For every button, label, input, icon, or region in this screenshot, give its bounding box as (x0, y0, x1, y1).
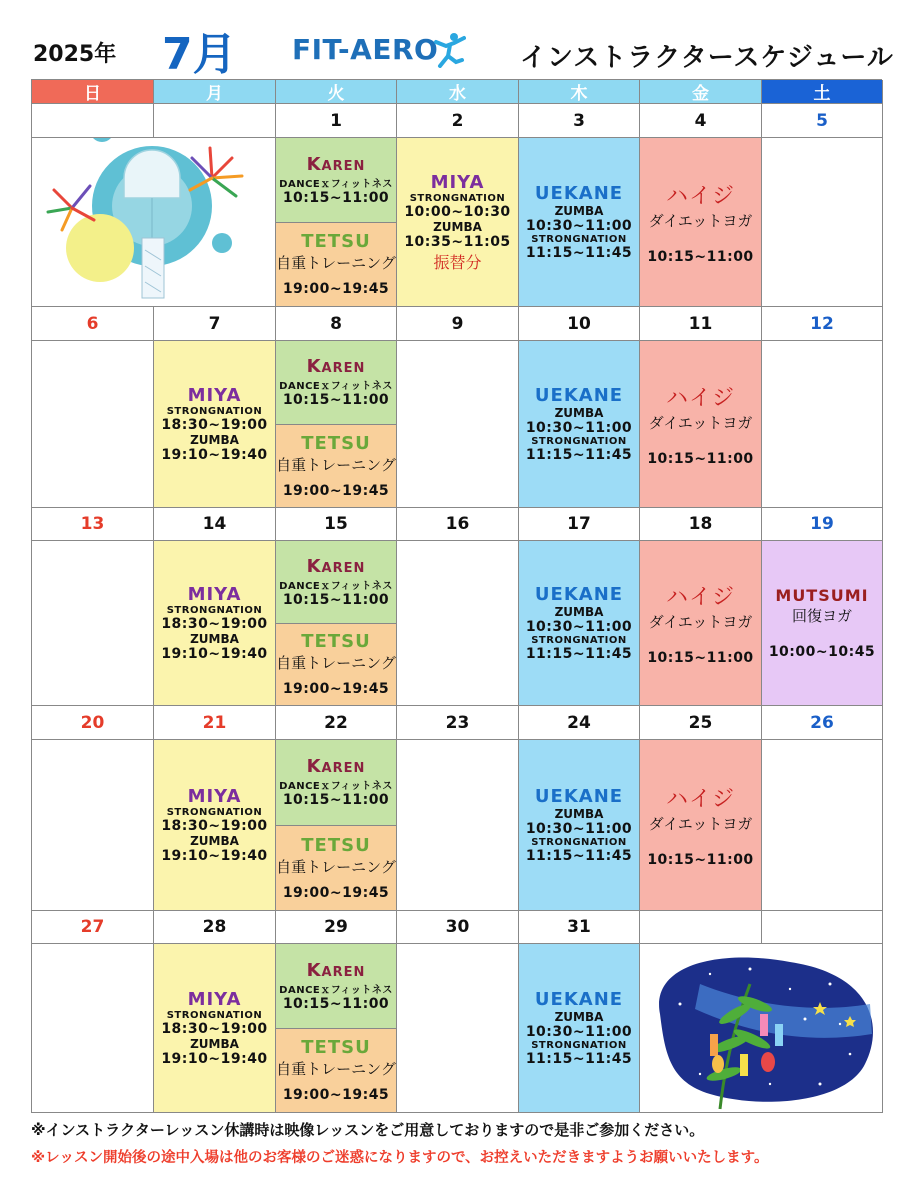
instructor-name: MIYA (187, 786, 242, 807)
mutsumi-class (762, 541, 883, 706)
weekday-tue: 火 (276, 80, 397, 104)
class-time: 10:15~11:00 (282, 392, 390, 409)
class-time: 18:30~19:00 (161, 1021, 268, 1037)
date-cell: 19 (762, 508, 883, 541)
date-cell: 27 (32, 911, 154, 944)
miya-class (154, 341, 276, 508)
date-cell: 20 (32, 706, 154, 740)
instructor-name: MIYA (187, 385, 242, 406)
uekane-class (519, 541, 640, 706)
date-cell: 31 (519, 911, 640, 944)
date-cell: 23 (397, 706, 519, 740)
class-name: STRONGNATION (531, 1040, 627, 1051)
instructor-name: Karen (306, 356, 366, 378)
haiji-class (640, 341, 762, 508)
weekday-sat: 土 (762, 80, 883, 104)
date-cell: 16 (397, 508, 519, 541)
miya-class (154, 541, 276, 706)
class-name: ダイエットヨガ (648, 414, 753, 432)
class-time: 11:15~11:45 (525, 447, 633, 463)
date-cell: 28 (154, 911, 276, 944)
date-cell: 14 (154, 508, 276, 541)
class-time: 10:15~11:00 (647, 451, 754, 467)
uekane-class (519, 944, 640, 1113)
instructor-name: MIYA (187, 584, 242, 605)
class-name: 自重トレーニング (276, 654, 396, 673)
class-time: 19:10~19:40 (161, 848, 268, 864)
class-name: DANCEｘフィットネス (279, 178, 393, 190)
class-name: DANCEｘフィットネス (279, 381, 393, 393)
logo-text: FIT-AERO (292, 33, 439, 66)
page-header (0, 0, 921, 80)
date-cell: 29 (276, 911, 397, 944)
class-name: ZUMBA (554, 605, 604, 619)
class-time: 19:10~19:40 (161, 646, 268, 662)
haiji-class (640, 138, 762, 307)
karen-class (276, 138, 396, 222)
karen-class (276, 341, 396, 424)
date-cell: 26 (762, 706, 883, 740)
tanabata-illustration (640, 944, 883, 1113)
tuesday-classes (276, 541, 397, 706)
empty-cell (397, 944, 519, 1113)
class-time: 10:00~10:30 (404, 203, 511, 220)
tetsu-class (276, 825, 396, 911)
class-name: 自重トレーニング (276, 455, 396, 474)
class-time: 19:00~19:45 (282, 482, 390, 499)
class-time: 10:30~11:00 (525, 619, 633, 635)
date-cell: 11 (640, 307, 762, 341)
date-cell: 1 (276, 104, 397, 138)
instructor-name: ハイジ (665, 386, 735, 411)
class-time: 10:30~11:00 (525, 420, 633, 436)
date-cell (32, 104, 154, 138)
instructor-name: MIYA (187, 989, 242, 1010)
date-cell (762, 911, 883, 944)
class-time: 11:15~11:45 (525, 848, 633, 864)
class-name: DANCEｘフィットネス (279, 984, 393, 996)
tetsu-class (276, 222, 396, 307)
class-time: 19:10~19:40 (161, 447, 268, 463)
class-name: 自重トレーニング (276, 254, 396, 273)
note-video-lessons: ※インストラクターレッスン休講時は映像レッスンをご用意しておりますので是非ご参加ください。 (31, 1121, 705, 1139)
class-name: STRONGNATION (166, 1010, 263, 1021)
class-name: ZUMBA (190, 834, 239, 848)
instructor-name: UEKANE (534, 786, 624, 807)
instructor-name: UEKANE (534, 989, 624, 1010)
weekday-fri: 金 (640, 80, 762, 104)
instructor-name: TETSU (301, 231, 371, 253)
class-name: STRONGNATION (531, 436, 627, 447)
date-cell (640, 911, 762, 944)
empty-cell (762, 740, 883, 911)
tuesday-classes (276, 944, 397, 1113)
karen-class (276, 740, 396, 825)
class-time: 19:00~19:45 (282, 1087, 390, 1104)
class-time: 10:35~11:05 (404, 233, 511, 250)
date-cell: 10 (519, 307, 640, 341)
instructor-name: UEKANE (534, 385, 624, 406)
class-name: ダイエットヨガ (648, 613, 753, 631)
class-name: 回復ヨガ (791, 607, 852, 625)
class-time: 10:15~11:00 (282, 189, 390, 206)
class-name: ZUMBA (554, 807, 604, 821)
class-name: ZUMBA (190, 1037, 239, 1051)
class-time: 10:15~11:00 (282, 591, 390, 608)
class-time: 10:30~11:00 (525, 218, 633, 234)
class-time: 18:30~19:00 (161, 616, 268, 632)
month-label: 7月 (162, 29, 237, 80)
weekday-wed: 水 (397, 80, 519, 104)
date-cell (154, 104, 276, 138)
class-name: DANCEｘフィットネス (279, 580, 393, 592)
class-time: 10:00~10:45 (768, 644, 876, 660)
class-name: ダイエットヨガ (648, 212, 753, 230)
schedule-title: インストラクタースケジュール (520, 43, 894, 73)
empty-cell (762, 341, 883, 508)
weekday-mon: 月 (154, 80, 276, 104)
date-cell: 3 (519, 104, 640, 138)
makeup-note: 振替分 (433, 252, 482, 272)
class-name: DANCEｘフィットネス (279, 781, 393, 793)
miya-class (154, 944, 276, 1113)
date-cell: 30 (397, 911, 519, 944)
miya-special-class (397, 138, 519, 307)
instructor-name: Karen (306, 756, 366, 778)
class-name: ZUMBA (190, 433, 239, 447)
class-time: 10:15~11:00 (647, 650, 754, 666)
instructor-name: ハイジ (665, 585, 735, 610)
class-time: 10:30~11:00 (525, 1024, 633, 1040)
class-time: 11:15~11:45 (525, 1051, 633, 1067)
haiji-class (640, 541, 762, 706)
class-time: 19:00~19:45 (282, 884, 390, 901)
class-name: ダイエットヨガ (648, 815, 753, 833)
tetsu-class (276, 1028, 396, 1113)
class-name: ZUMBA (433, 219, 482, 234)
class-time: 19:00~19:45 (282, 281, 390, 298)
date-cell: 7 (154, 307, 276, 341)
uekane-class (519, 740, 640, 911)
uekane-class (519, 138, 640, 307)
miya-class (154, 740, 276, 911)
class-name: STRONGNATION (166, 406, 263, 417)
date-cell: 22 (276, 706, 397, 740)
calendar-grid (31, 79, 882, 1113)
class-time: 19:10~19:40 (161, 1051, 268, 1067)
instructor-name: MUTSUMI (775, 586, 869, 605)
empty-cell (32, 541, 154, 706)
instructor-name: ハイジ (665, 787, 735, 812)
class-name: ZUMBA (190, 632, 239, 646)
note-late-entry: ※レッスン開始後の途中入場は他のお客様のご迷惑になりますので、お控えいただきますようお願いいたします。 (31, 1150, 769, 1166)
instructor-name: TETSU (301, 631, 371, 653)
instructor-name: Karen (306, 959, 366, 981)
karen-class (276, 541, 396, 623)
instructor-name: UEKANE (534, 183, 624, 204)
instructor-name: TETSU (301, 432, 371, 454)
class-time: 10:15~11:00 (282, 792, 390, 809)
tuesday-classes (276, 341, 397, 508)
date-cell: 18 (640, 508, 762, 541)
class-time: 18:30~19:00 (161, 818, 268, 834)
class-name: STRONGNATION (531, 837, 627, 848)
empty-cell (397, 740, 519, 911)
class-name: STRONGNATION (166, 807, 263, 818)
class-time: 10:15~11:00 (282, 995, 390, 1012)
instructor-name: MIYA (430, 171, 485, 193)
class-time: 11:15~11:45 (525, 646, 633, 662)
empty-cell (762, 138, 883, 307)
date-cell: 6 (32, 307, 154, 341)
date-cell: 2 (397, 104, 519, 138)
running-figure-icon (432, 32, 466, 68)
weekday-thu: 木 (519, 80, 640, 104)
date-cell: 12 (762, 307, 883, 341)
weekday-sun: 日 (32, 80, 154, 104)
tetsu-class (276, 424, 396, 508)
haiji-class (640, 740, 762, 911)
empty-cell (397, 541, 519, 706)
tuesday-classes (276, 740, 397, 911)
class-name: ZUMBA (554, 204, 604, 218)
instructor-name: Karen (306, 555, 366, 577)
tetsu-class (276, 623, 396, 706)
date-cell-holiday: 21 (154, 706, 276, 740)
footer-notes (31, 1119, 911, 1167)
instructor-name: UEKANE (534, 584, 624, 605)
uekane-class (519, 341, 640, 508)
class-name: 自重トレーニング (276, 1060, 396, 1079)
date-cell: 5 (762, 104, 883, 138)
date-cell: 25 (640, 706, 762, 740)
class-name: 自重トレーニング (276, 857, 396, 876)
date-cell: 13 (32, 508, 154, 541)
class-name: STRONGNATION (531, 234, 627, 245)
date-cell: 24 (519, 706, 640, 740)
class-time: 10:30~11:00 (525, 821, 633, 837)
empty-cell (32, 341, 154, 508)
date-cell: 17 (519, 508, 640, 541)
date-cell: 9 (397, 307, 519, 341)
instructor-name: TETSU (301, 834, 371, 856)
tuesday-classes (276, 138, 397, 307)
class-time: 19:00~19:45 (282, 681, 390, 698)
instructor-name: ハイジ (665, 184, 735, 209)
class-name: STRONGNATION (409, 192, 506, 204)
empty-cell (32, 740, 154, 911)
year-label: 2025年 (33, 42, 117, 67)
instructor-name: TETSU (301, 1037, 371, 1059)
class-name: STRONGNATION (531, 635, 627, 646)
date-cell: 15 (276, 508, 397, 541)
empty-cell (397, 341, 519, 508)
class-time: 18:30~19:00 (161, 417, 268, 433)
date-cell: 4 (640, 104, 762, 138)
class-name: STRONGNATION (166, 605, 263, 616)
class-time: 11:15~11:45 (525, 245, 633, 261)
wind-chime-illustration (32, 138, 276, 307)
class-name: ZUMBA (554, 406, 604, 420)
class-time: 10:15~11:00 (647, 249, 754, 265)
instructor-name: Karen (306, 153, 366, 175)
empty-cell (32, 944, 154, 1113)
karen-class (276, 944, 396, 1028)
class-time: 10:15~11:00 (647, 852, 754, 868)
class-name: ZUMBA (554, 1010, 604, 1024)
date-cell: 8 (276, 307, 397, 341)
